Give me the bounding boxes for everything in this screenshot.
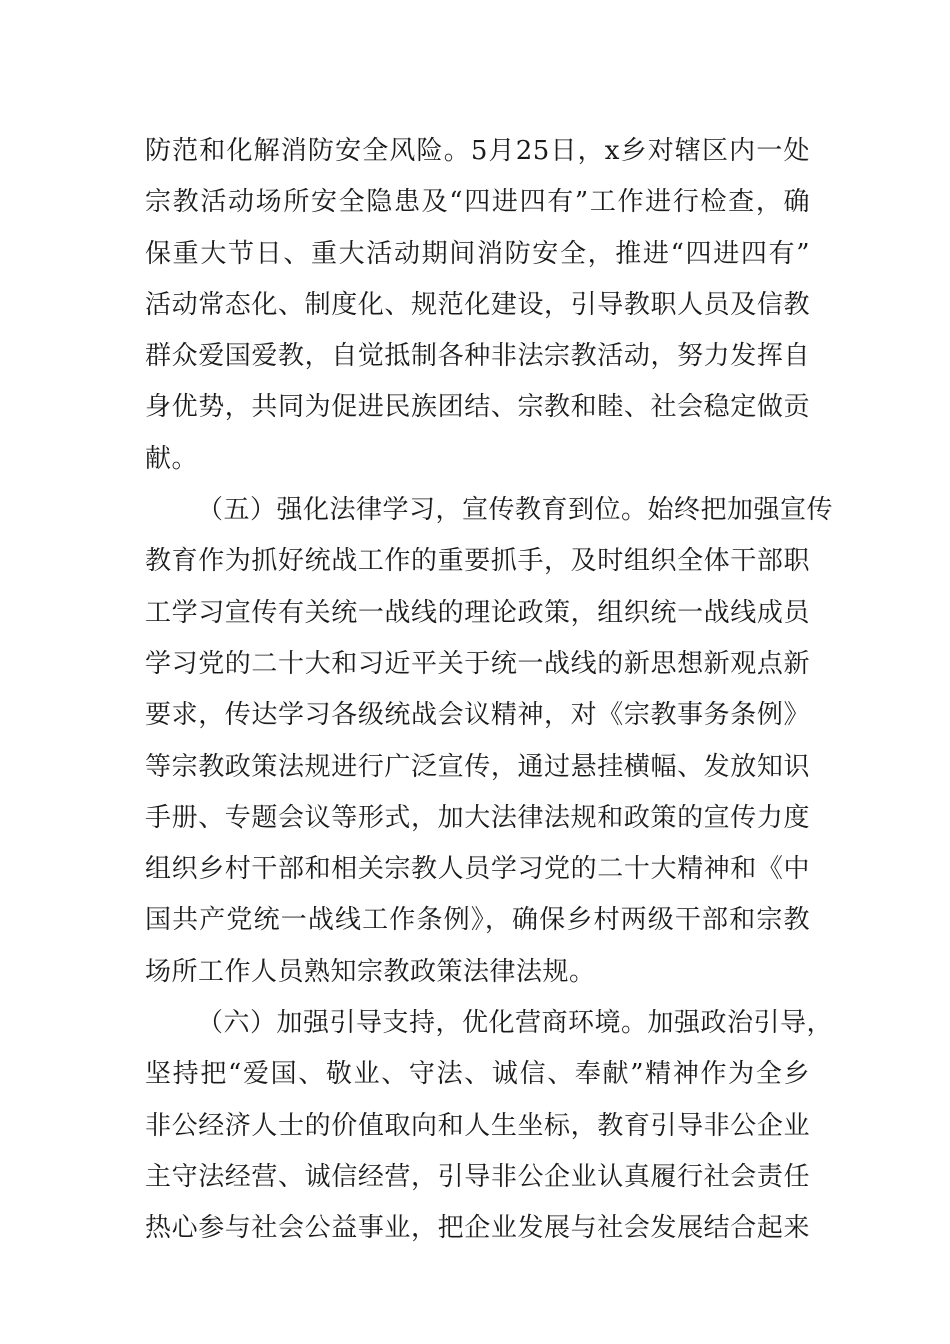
text-line: 非公经济人士的价值取向和人生坐标，教育引导非公企业 (145, 1110, 810, 1141)
body-text (145, 126, 834, 1255)
text-line: 身优势，共同为促进民族团结、宗教和睦、社会稳定做贡 (145, 392, 810, 423)
text-line: 教育作为抓好统战工作的重要抓手，及时组织全体干部职 (145, 546, 810, 577)
text-line: 组织乡村干部和相关宗教人员学习党的二十大精神和《中 (145, 854, 810, 885)
text-line: 等宗教政策法规进行广泛宣传，通过悬挂横幅、发放知识 (145, 751, 810, 782)
text-line: 热心参与社会公益事业，把企业发展与社会发展结合起来 (145, 1213, 810, 1244)
text-line: 群众爱国爱教，自觉抵制各种非法宗教活动，努力发挥自 (145, 341, 810, 372)
text-line: 要求，传达学习各级统战会议精神，对《宗教事务条例》 (145, 700, 810, 731)
text-line: 宗教活动场所安全隐患及“四进四有”工作进行检查，确 (145, 187, 810, 218)
text-line: 主守法经营、诚信经营，引导非公企业认真履行社会责任 (145, 1161, 810, 1192)
text-line: 防范和化解消防安全风险。5月25日，x乡对辖区内一处 (145, 136, 810, 166)
text-line: 场所工作人员熟知宗教政策法律法规。 (145, 956, 596, 987)
text-line: 坚持把“爱国、敬业、守法、诚信、奉献”精神作为全乡 (145, 1059, 810, 1090)
section-heading-line: （五）强化法律学习，宣传教育到位。始终把加强宣传 (197, 495, 834, 526)
text-line: 献。 (145, 443, 199, 474)
text-line: 国共产党统一战线工作条例》，确保乡村两级干部和宗教 (145, 905, 810, 936)
text-line: 手册、专题会议等形式，加大法律法规和政策的宣传力度 (145, 802, 810, 833)
text-line: 活动常态化、制度化、规范化建设，引导教职人员及信教 (145, 289, 810, 320)
section-heading-line: （六）加强引导支持，优化营商环境。加强政治引导， (197, 1008, 834, 1039)
text-line: 工学习宣传有关统一战线的理论政策，组织统一战线成员 (145, 597, 810, 628)
text-line: 保重大节日、重大活动期间消防安全，推进“四进四有” (145, 238, 810, 269)
text-line: 学习党的二十大和习近平关于统一战线的新思想新观点新 (145, 648, 810, 679)
